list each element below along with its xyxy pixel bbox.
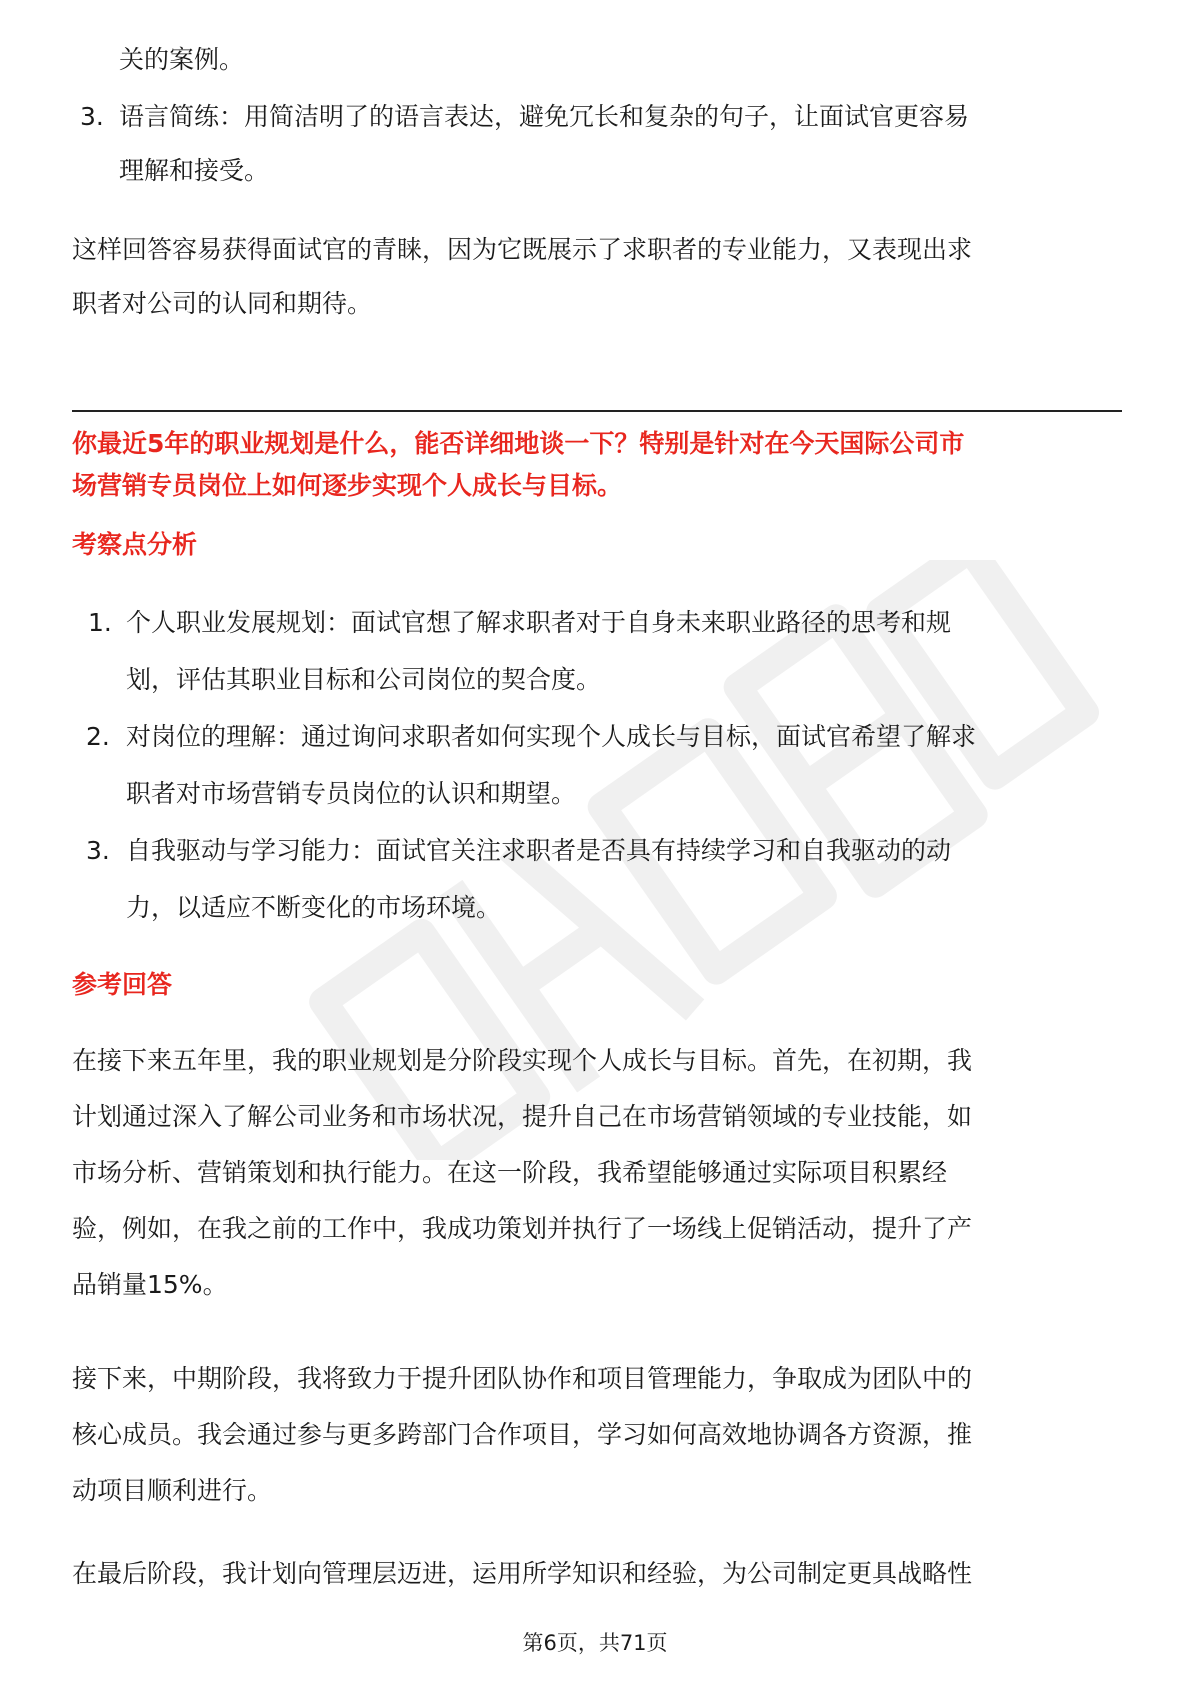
paragraph-line: 接下来，中期阶段，我将致力于提升团队协作和项目管理能力，争取成为团队中的 [72,1364,973,1393]
analysis-heading: 考察点分析 [72,530,198,559]
question-line: 场营销专员岗位上如何逐步实现个人成长与目标。 [72,471,623,500]
paragraph-line: 品销量15%。 [72,1270,228,1299]
list-number: 2. [86,722,110,751]
paragraph-line: 这样回答容易获得面试官的青睐，因为它既展示了求职者的专业能力，又表现出求 [72,235,973,264]
paragraph-line: 在接下来五年里，我的职业规划是分阶段实现个人成长与目标。首先，在初期，我 [72,1046,973,1075]
answer-paragraph [72,1351,1122,1519]
list-item-continuation: 关的案例。 [119,45,245,74]
list-text-line: 划，评估其职业目标和公司岗位的契合度。 [126,665,602,694]
paragraph-line: 核心成员。我会通过参与更多跨部门合作项目，学习如何高效地协调各方资源，推 [72,1420,973,1449]
list-text-line: 语言简练：用简洁明了的语言表达，避免冗长和复杂的句子，让面试官更容易 [119,102,970,131]
answer-paragraph [72,1033,1122,1313]
list-number: 3. [86,836,110,865]
list-text-line: 力，以适应不断变化的市场环境。 [126,893,502,922]
list-number: 3. [80,102,104,131]
list-number: 1. [88,608,112,637]
list-text-line: 自我驱动与学习能力：面试官关注求职者是否具有持续学习和自我驱动的动 [126,836,952,865]
list-text-line: 对岗位的理解：通过询问求职者如何实现个人成长与目标，面试官希望了解求 [126,722,977,751]
section-divider [72,410,1122,412]
paragraph-line: 验，例如，在我之前的工作中，我成功策划并执行了一场线上促销活动，提升了产 [72,1214,973,1243]
page-number-footer: 第6页，共71页 [522,1631,668,1655]
paragraph-line: 动项目顺利进行。 [72,1476,273,1505]
paragraph-line: 职者对公司的认同和期待。 [72,289,373,318]
list-text-line: 职者对市场营销专员岗位的认识和期望。 [126,779,577,808]
paragraph-line: 在最后阶段，我计划向管理层迈进，运用所学知识和经验，为公司制定更具战略性 [72,1559,973,1588]
interview-question [72,423,1122,507]
paragraph-line: 计划通过深入了解公司业务和市场状况，提升自己在市场营销领域的专业技能，如 [72,1102,973,1131]
list-text-line: 理解和接受。 [119,156,270,185]
question-line: 你最近5年的职业规划是什么，能否详细地谈一下？特别是针对在今天国际公司市 [72,429,965,458]
paragraph-line: 市场分析、营销策划和执行能力。在这一阶段，我希望能够通过实际项目积累经 [72,1158,948,1187]
answer-paragraph [72,1546,1122,1602]
summary-paragraph [72,222,1122,332]
list-text-line: 个人职业发展规划：面试官想了解求职者对于自身未来职业路径的思考和规 [126,608,952,637]
answer-heading: 参考回答 [72,970,173,999]
